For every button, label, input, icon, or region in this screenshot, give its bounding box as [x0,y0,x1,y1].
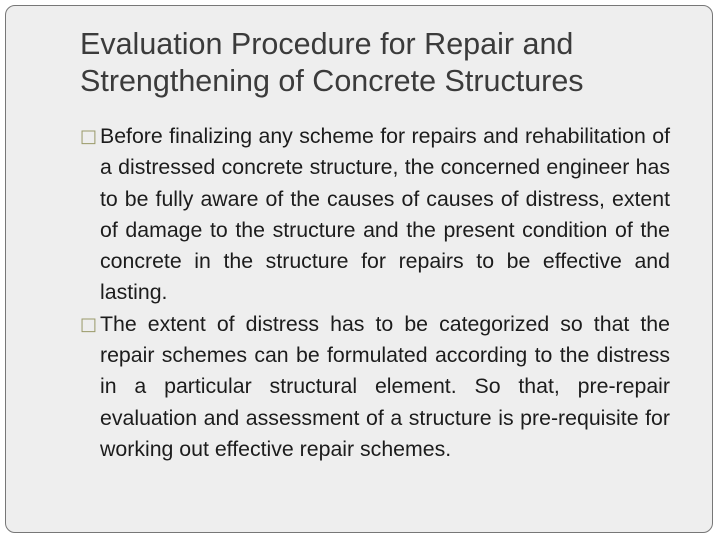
bullet-text: Before finalizing any scheme for repairs and rehabilitation of a distressed concrete structure, the concerned engineer has to be fully aware of the causes of causes of distress, extent of damage to the structure and the present condition of the concrete in the structure for repairs to be effective and lasting. [100,124,670,305]
slide-body [80,121,670,465]
square-bullet-icon [80,121,97,152]
square-bullet-icon [80,309,97,340]
slide [5,5,713,533]
bullet-item [80,309,670,465]
slide-title: Evaluation Procedure for Repair and Strengthening of Concrete Structures [80,27,584,98]
bullet-item [80,121,670,309]
bullet-text: The extent of distress has to be categorized so that the repair schemes can be formulated according to the distress in a particular structural element. So that, pre-repair evaluation and assessment of a structure is pre-requisite for working out effective repair schemes. [100,311,670,461]
